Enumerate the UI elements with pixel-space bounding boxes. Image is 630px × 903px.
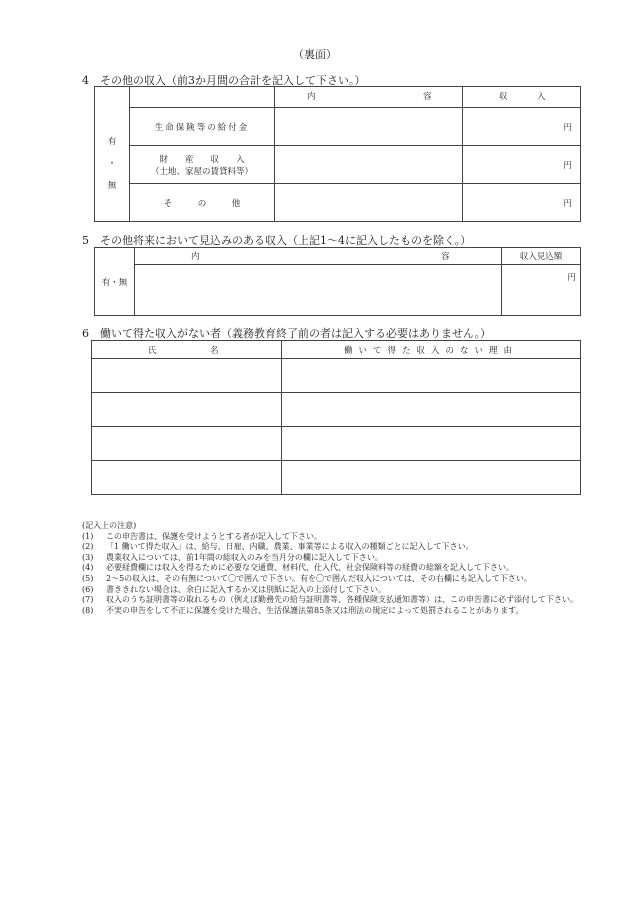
yen-unit[interactable]: 円 [463, 184, 581, 222]
note-text: 必要経費欄には収入を得るために必要な交通費、材料代、仕入代、社会保険料等の経費の総額を記入して下さい。 [106, 563, 514, 573]
note-num: (3) [82, 552, 94, 562]
header-content-2: 容 [423, 92, 432, 102]
note-num: (6) [82, 584, 94, 594]
expected-header-content [135, 248, 502, 265]
header-content-1: 内 [307, 92, 316, 102]
name-input[interactable] [92, 359, 282, 393]
name-input[interactable] [92, 461, 282, 495]
name-input[interactable] [92, 427, 282, 461]
header-blank [130, 87, 275, 108]
presence-yes: 有 [107, 137, 117, 147]
expected-header-amount: 収入見込額 [502, 248, 581, 265]
note-item [82, 585, 622, 596]
expected-header-content-2: 容 [441, 252, 450, 262]
note-text: この申告書は、保護を受けようとする者が記入して下さい。 [106, 531, 322, 541]
header-content [275, 87, 463, 108]
page-title: （裏面） [293, 48, 337, 61]
header-name-1: 氏 [148, 345, 157, 356]
expected-yen-unit[interactable]: 円 [502, 265, 581, 316]
note-text: 農業収入については、前1年間の総収入のみを当月分の欄に記入して下さい。 [106, 552, 383, 562]
property-sublabel: （土地、家屋の賃貸料等） [150, 166, 253, 177]
name-input[interactable] [92, 393, 282, 427]
header-reason: 働いて得た収入のない理由 [282, 341, 581, 359]
other-income-table [94, 86, 581, 222]
expected-income-table [94, 247, 581, 316]
note-text: 書ききれない場合は、余白に記入するか又は別紙に記入の上添付して下さい。 [106, 584, 386, 594]
property-label: 財 産 収 入 [159, 154, 245, 165]
note-item [82, 563, 622, 574]
note-num: (7) [82, 595, 94, 605]
note-item [82, 606, 622, 617]
note-item [82, 553, 622, 564]
note-num: (1) [82, 531, 94, 541]
no-income-table [91, 340, 581, 495]
row-label-insurance: 生命保険等の給付金 [130, 108, 275, 146]
reason-input[interactable] [282, 359, 581, 393]
content-input-insurance[interactable] [275, 108, 463, 146]
header-income-1: 収 [499, 92, 508, 102]
notes-title: (記入上の注意) [82, 521, 137, 530]
section5-title: 5 その他将来において見込みのある収入（上記1～4に記入したものを除く。） [82, 234, 472, 247]
note-num: (2) [82, 542, 94, 552]
note-text: 収入のうち証明書等の取れるもの（例えば勤務先の給与証明書等、各種保険支払通知書等）は、この申告書に必ず添付して下さい。 [106, 595, 578, 605]
content-input-other[interactable] [275, 184, 463, 222]
header-income [463, 87, 581, 108]
note-num: (4) [82, 563, 94, 573]
row-label-property [130, 146, 275, 184]
note-item [82, 542, 622, 553]
note-num: (8) [82, 605, 94, 615]
header-name [92, 341, 282, 359]
expected-header-content-1: 内 [191, 252, 200, 262]
reason-input[interactable] [282, 393, 581, 427]
presence-no: 無 [107, 181, 117, 191]
presence-cell[interactable] [95, 87, 130, 222]
note-text: 「1 働いて得た収入」は、給与、日雇、内職、農業、事業等による収入の種類ごとに記入して下さい。 [106, 542, 474, 552]
section6-title: 6 働いて得た収入がない者（義務教育終了前の者は記入する必要はありません。） [82, 327, 492, 340]
content-input-property[interactable] [275, 146, 463, 184]
presence-dot: ・ [107, 159, 117, 169]
yen-unit[interactable]: 円 [463, 146, 581, 184]
note-text: 2～5の収入は、その有無について〇で囲んで下さい。有を〇で囲んだ収入については、その右欄にも記入して下さい。 [106, 573, 532, 583]
yen-unit[interactable]: 円 [463, 108, 581, 146]
expected-presence[interactable]: 有・無 [95, 248, 135, 316]
header-name-2: 名 [210, 345, 219, 356]
reason-input[interactable] [282, 427, 581, 461]
header-income-2: 入 [537, 92, 546, 102]
note-item [82, 532, 622, 543]
expected-content-input[interactable] [135, 265, 502, 316]
notes-section [82, 521, 622, 616]
section4-title: 4 その他の収入（前3か月間の合計を記入して下さい。） [82, 74, 366, 87]
note-num: (5) [82, 573, 94, 583]
row-label-other: そ の 他 [130, 184, 275, 222]
reason-input[interactable] [282, 461, 581, 495]
note-item [82, 574, 622, 585]
note-text: 不実の申告をして不正に保護を受けた場合、生活保護法第85条又は刑法の規定によって処罰されることがあります。 [106, 605, 524, 615]
note-item [82, 595, 622, 606]
